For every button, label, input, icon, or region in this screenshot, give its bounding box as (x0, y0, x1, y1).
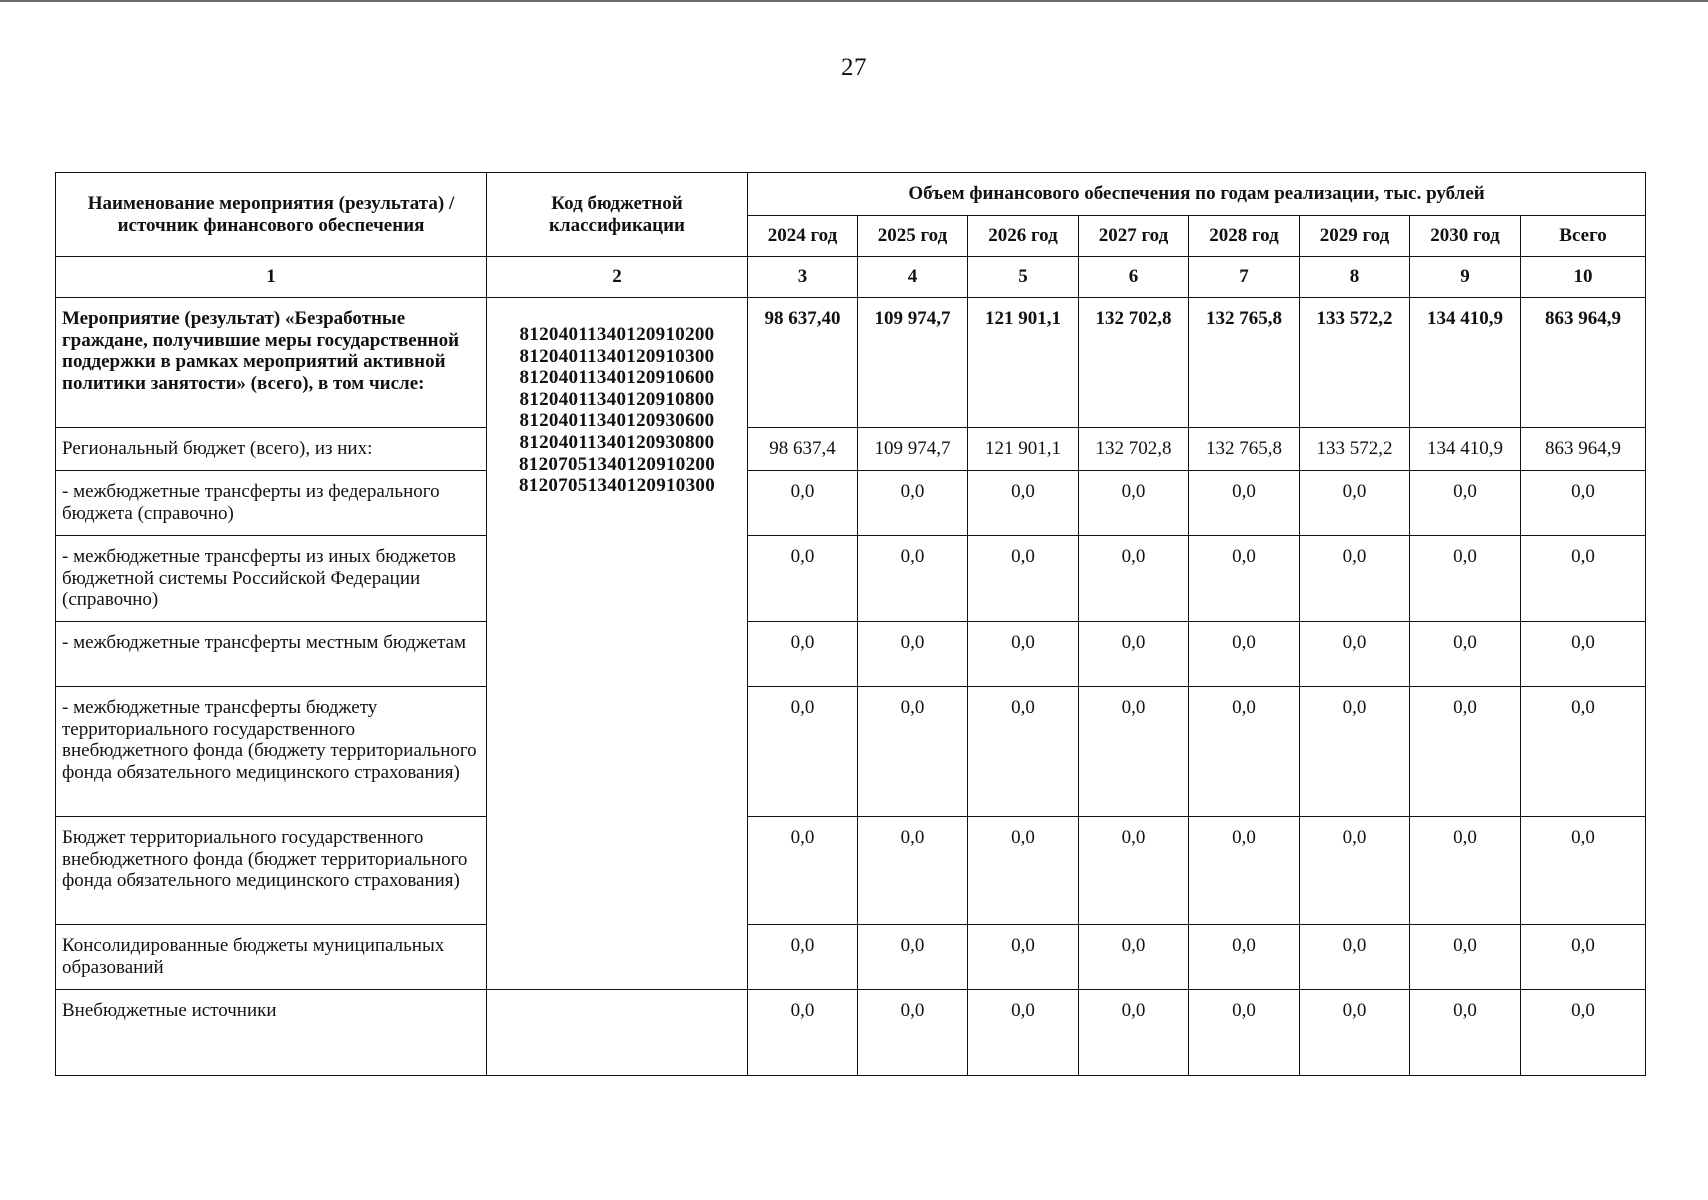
value-cell: 98 637,40 (748, 298, 858, 428)
budget-code: 81207051340120910200 (519, 453, 715, 475)
value-cell: 0,0 (1410, 687, 1521, 817)
value-cell: 0,0 (1300, 990, 1410, 1076)
budget-code: 81207051340120910300 (519, 475, 715, 497)
header-year-2024: 2024 год (748, 216, 858, 257)
value-cell: 0,0 (1189, 925, 1300, 990)
financing-table (55, 172, 1646, 1076)
value-cell: 0,0 (1189, 817, 1300, 925)
header-name-column: Наименование мероприятия (результата) / источник финансового обеспечения (56, 173, 487, 257)
row-name: Внебюджетные источники (56, 990, 487, 1076)
value-cell: 0,0 (1079, 925, 1189, 990)
value-cell: 0,0 (1189, 990, 1300, 1076)
value-cell: 132 765,8 (1189, 428, 1300, 471)
header-year-2026: 2026 год (968, 216, 1079, 257)
value-cell: 863 964,9 (1521, 428, 1646, 471)
column-number: 4 (858, 257, 968, 298)
value-cell: 0,0 (1410, 925, 1521, 990)
column-number: 1 (56, 257, 487, 298)
value-cell: 0,0 (858, 471, 968, 536)
value-cell: 0,0 (748, 990, 858, 1076)
header-volume-group: Объем финансового обеспечения по годам реализации, тыс. рублей (748, 173, 1646, 216)
value-cell: 0,0 (1300, 687, 1410, 817)
budget-code: 81204011340120930600 (519, 410, 715, 432)
value-cell: 0,0 (1189, 622, 1300, 687)
table-row-activity-total (56, 298, 1646, 428)
value-cell: 0,0 (1079, 471, 1189, 536)
table-row-fund-budget (56, 817, 1646, 925)
value-cell: 0,0 (858, 990, 968, 1076)
value-cell: 0,0 (968, 817, 1079, 925)
budget-code: 81204011340120910300 (519, 345, 715, 367)
table-row-municipal-budgets (56, 925, 1646, 990)
header-year-2028: 2028 год (1189, 216, 1300, 257)
row-name: Консолидированные бюджеты муниципальных образований (56, 925, 487, 990)
value-cell: 134 410,9 (1410, 428, 1521, 471)
value-cell: 0,0 (1300, 925, 1410, 990)
value-cell: 0,0 (1079, 622, 1189, 687)
row-name: - межбюджетные трансферты из иных бюджетов бюджетной системы Российской Федерации (справочно) (56, 536, 487, 622)
budget-code-cell (487, 298, 748, 990)
value-cell: 0,0 (1189, 687, 1300, 817)
row-name: - межбюджетные трансферты из федерального бюджета (справочно) (56, 471, 487, 536)
budget-code: 81204011340120910800 (519, 388, 715, 410)
value-cell: 0,0 (1410, 622, 1521, 687)
value-cell: 0,0 (1300, 536, 1410, 622)
value-cell: 0,0 (748, 622, 858, 687)
value-cell: 0,0 (968, 925, 1079, 990)
value-cell: 0,0 (1521, 622, 1646, 687)
table-row-federal-transfers (56, 471, 1646, 536)
value-cell: 0,0 (968, 536, 1079, 622)
value-cell: 0,0 (1079, 817, 1189, 925)
value-cell: 133 572,2 (1300, 428, 1410, 471)
value-cell: 0,0 (1521, 925, 1646, 990)
table-row-local-transfers (56, 622, 1646, 687)
value-cell: 0,0 (858, 536, 968, 622)
row-name: - межбюджетные трансферты местным бюджетам (56, 622, 487, 687)
value-cell: 0,0 (1079, 687, 1189, 817)
value-cell: 132 765,8 (1189, 298, 1300, 428)
column-number: 5 (968, 257, 1079, 298)
page-number: 27 (841, 54, 867, 81)
value-cell: 121 901,1 (968, 428, 1079, 471)
scan-top-edge (0, 0, 1708, 2)
value-cell: 0,0 (1521, 817, 1646, 925)
header-code-column: Код бюджетной классификации (487, 173, 748, 257)
value-cell: 863 964,9 (1521, 298, 1646, 428)
value-cell: 0,0 (1189, 536, 1300, 622)
value-cell: 0,0 (968, 687, 1079, 817)
budget-code: 81204011340120930800 (519, 431, 715, 453)
row-name: Региональный бюджет (всего), из них: (56, 428, 487, 471)
value-cell: 0,0 (1410, 536, 1521, 622)
value-cell: 0,0 (1079, 536, 1189, 622)
budget-code-empty-cell (487, 990, 748, 1076)
table-row-extrabudgetary (56, 990, 1646, 1076)
column-number: 9 (1410, 257, 1521, 298)
column-number: 10 (1521, 257, 1646, 298)
value-cell: 0,0 (968, 622, 1079, 687)
value-cell: 132 702,8 (1079, 428, 1189, 471)
value-cell: 0,0 (1521, 536, 1646, 622)
value-cell: 0,0 (748, 536, 858, 622)
table-row-fund-transfers (56, 687, 1646, 817)
value-cell: 0,0 (858, 817, 968, 925)
row-name: - межбюджетные трансферты бюджету территориального государственного внебюджетного фонда (бюджету территориального фонда обязательного медицинского страхования) (56, 687, 487, 817)
header-year-2025: 2025 год (858, 216, 968, 257)
value-cell: 0,0 (858, 925, 968, 990)
value-cell: 0,0 (1410, 990, 1521, 1076)
value-cell: 134 410,9 (1410, 298, 1521, 428)
header-row-1 (56, 173, 1646, 216)
value-cell: 0,0 (748, 471, 858, 536)
value-cell: 0,0 (1189, 471, 1300, 536)
value-cell: 0,0 (1079, 990, 1189, 1076)
value-cell: 0,0 (968, 990, 1079, 1076)
column-number-row (56, 257, 1646, 298)
value-cell: 133 572,2 (1300, 298, 1410, 428)
value-cell: 0,0 (748, 925, 858, 990)
value-cell: 98 637,4 (748, 428, 858, 471)
value-cell: 0,0 (858, 687, 968, 817)
value-cell: 0,0 (1300, 471, 1410, 536)
value-cell: 0,0 (1410, 471, 1521, 536)
value-cell: 0,0 (968, 471, 1079, 536)
budget-code: 81204011340120910200 (519, 324, 715, 345)
row-name: Мероприятие (результат) «Безработные граждане, получившие меры государственной поддержки в рамках мероприятий активной политики занятости» (всего), в том числе: (56, 298, 487, 428)
table-row-other-budget-transfers (56, 536, 1646, 622)
column-number: 7 (1189, 257, 1300, 298)
value-cell: 121 901,1 (968, 298, 1079, 428)
value-cell: 0,0 (1300, 622, 1410, 687)
budget-code: 81204011340120910600 (519, 367, 715, 389)
header-total: Всего (1521, 216, 1646, 257)
value-cell: 0,0 (1521, 687, 1646, 817)
value-cell: 0,0 (1410, 817, 1521, 925)
column-number: 8 (1300, 257, 1410, 298)
table-row-regional-budget (56, 428, 1646, 471)
value-cell: 109 974,7 (858, 428, 968, 471)
value-cell: 0,0 (858, 622, 968, 687)
column-number: 6 (1079, 257, 1189, 298)
column-number: 3 (748, 257, 858, 298)
value-cell: 109 974,7 (858, 298, 968, 428)
value-cell: 0,0 (1300, 817, 1410, 925)
value-cell: 0,0 (748, 817, 858, 925)
value-cell: 132 702,8 (1079, 298, 1189, 428)
header-year-2030: 2030 год (1410, 216, 1521, 257)
column-number: 2 (487, 257, 748, 298)
value-cell: 0,0 (1521, 990, 1646, 1076)
value-cell: 0,0 (748, 687, 858, 817)
header-year-2027: 2027 год (1079, 216, 1189, 257)
header-year-2029: 2029 год (1300, 216, 1410, 257)
row-name: Бюджет территориального государственного внебюджетного фонда (бюджет территориального фонда обязательного медицинского страхования) (56, 817, 487, 925)
value-cell: 0,0 (1521, 471, 1646, 536)
